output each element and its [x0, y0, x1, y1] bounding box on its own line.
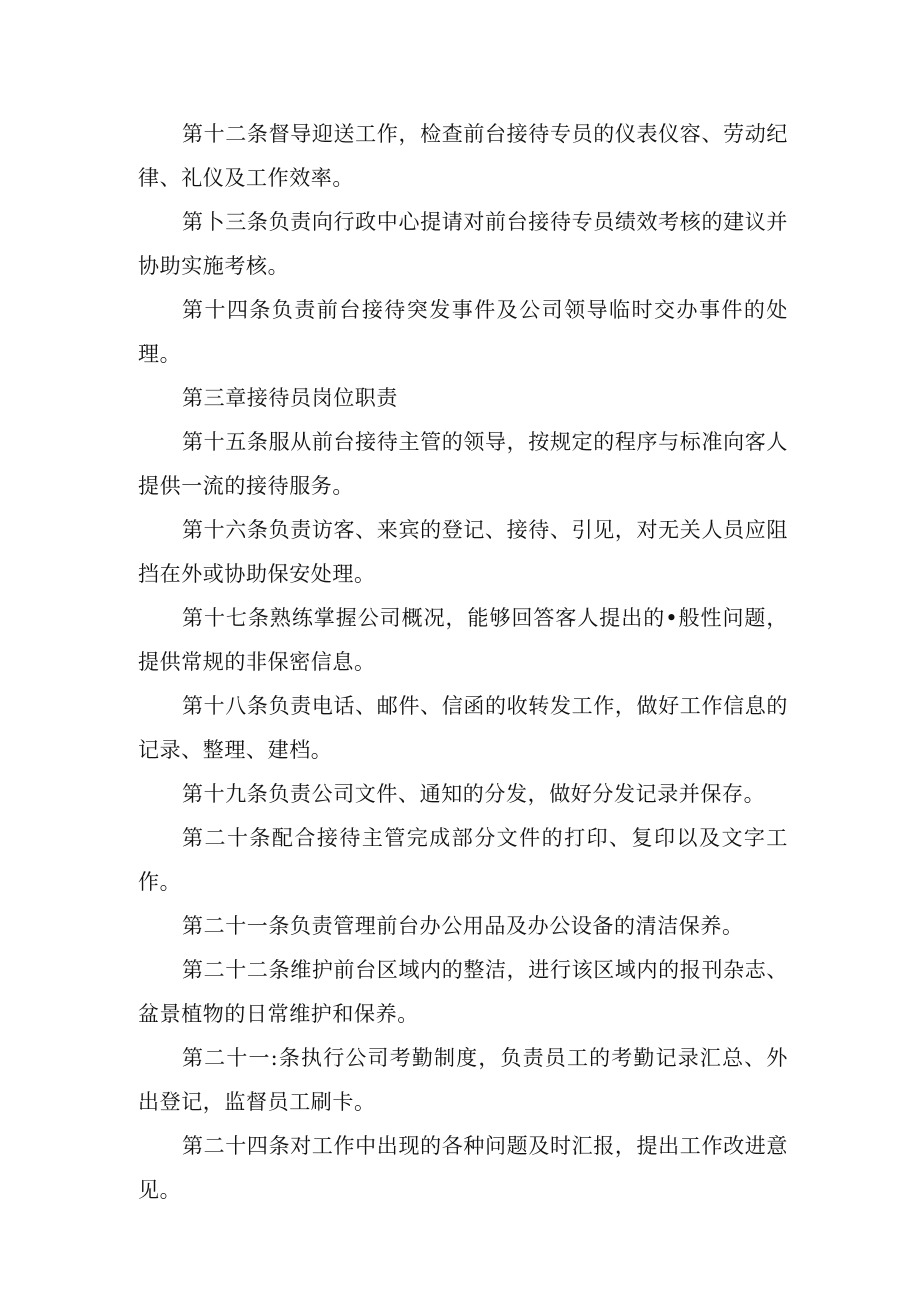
article-14: 第十四条负责前台接待突发事件及公司领导临时交办事件的处理。 — [138, 298, 788, 366]
article-17: 第十七条熟练掌握公司概况，能够回答客人提出的•般性问题，提供常规的非保密信息。 — [138, 606, 788, 674]
article-21: 第二十一条负责管理前台办公用品及办公设备的清洁保养。 — [182, 914, 744, 938]
article-18: 第十八条负责电话、邮件、信函的收转发工作，做好工作信息的记录、整理、建档。 — [138, 694, 788, 762]
article-24: 第二十四条对工作中出现的各种问题及时汇报，提出工作改进意见。 — [138, 1134, 788, 1202]
article-19: 第十九条负责公司文件、通知的分发，做好分发记录并保存。 — [182, 782, 766, 806]
article-23: 第二十一:条执行公司考勤制度，负责员工的考勤记录汇总、外出登记，监督员工刷卡。 — [138, 1046, 788, 1114]
article-12: 第十二条督导迎送工作，检查前台接待专员的仪表仪容、劳动纪律、礼仪及工作效率。 — [138, 122, 788, 190]
article-22: 第二十二条维护前台区域内的整洁，进行该区域内的报刊杂志、盆景植物的日常维护和保养。 — [138, 958, 788, 1026]
article-13: 第卜三条负责向行政中心提请对前台接待专员绩效考核的建议并协助实施考核。 — [138, 210, 788, 278]
chapter-3-heading: 第三章接待员岗位职责 — [182, 386, 398, 410]
article-20: 第二十条配合接待主管完成部分文件的打印、复印以及文字工作。 — [138, 826, 788, 894]
document-body — [138, 112, 788, 1212]
article-16: 第十六条负责访客、来宾的登记、接待、引见，对无关人员应阻挡在外或协助保安处理。 — [138, 518, 788, 586]
article-15: 第十五条服从前台接待主管的领导，按规定的程序与标准向客人提供一流的接待服务。 — [138, 430, 788, 498]
